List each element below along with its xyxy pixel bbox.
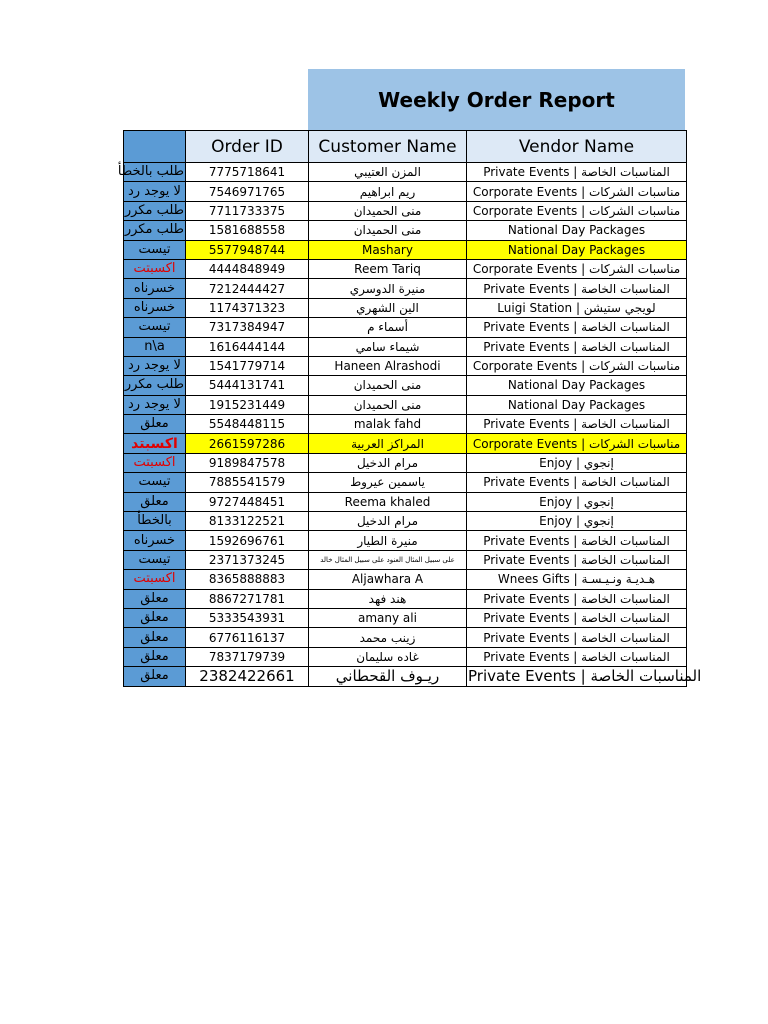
vendor-name-cell: Private Events | المناسبات الخاصة — [468, 667, 702, 686]
table-row — [124, 608, 687, 627]
order-id-cell: 6776116137 — [186, 628, 309, 647]
customer-name-cell: ريـوف القحطاني — [309, 667, 467, 686]
customer-name-cell: Reem Tariq — [309, 259, 467, 278]
vendor-name-column-header: Vendor Name — [467, 131, 687, 163]
customer-name-cell: Mashary — [309, 240, 467, 259]
table-row — [124, 337, 687, 356]
status-cell: خسرناه — [124, 298, 186, 317]
order-id-cell: 2371373245 — [186, 550, 309, 569]
status-cell: لا يوجد رد — [124, 182, 186, 201]
table-row — [124, 376, 687, 395]
status-cell: لا يوجد رد — [124, 356, 186, 375]
status-cell: n\a — [124, 337, 186, 356]
order-id-cell: 2382422661 — [186, 667, 309, 686]
status-cell: طلب مكرر — [124, 376, 186, 395]
table-row — [124, 531, 687, 550]
table-row — [124, 318, 687, 337]
customer-name-cell: على سبيل المثال العنود على سبيل المثال خالد — [309, 550, 467, 569]
table-row — [124, 201, 687, 220]
order-id-cell: 9189847578 — [186, 453, 309, 472]
status-cell: معلق — [124, 647, 186, 666]
vendor-name-cell: Private Events | المناسبات الخاصة — [467, 608, 687, 627]
customer-name-cell: شيماء سامي — [309, 337, 467, 356]
order-id-cell: 7212444427 — [186, 279, 309, 298]
vendor-name-cell: Enjoy | إنجوي — [467, 512, 687, 531]
status-cell: تيست — [124, 318, 186, 337]
order-id-cell: 8365888883 — [186, 570, 309, 589]
customer-name-cell: غاده سليمان — [309, 647, 467, 666]
vendor-name-cell: National Day Packages — [467, 395, 687, 414]
order-id-cell: 7546971765 — [186, 182, 309, 201]
table-row — [124, 356, 687, 375]
vendor-name-cell: Private Events | المناسبات الخاصة — [467, 163, 687, 182]
order-id-cell: 7885541579 — [186, 473, 309, 492]
status-cell: طلب بالخطأ — [124, 163, 186, 182]
vendor-name-cell: Luigi Station | لويجي ستيشن — [467, 298, 687, 317]
status-cell: خسرناه — [124, 531, 186, 550]
order-id-cell: 2661597286 — [186, 434, 309, 453]
customer-name-cell: المزن العتيبي — [309, 163, 467, 182]
table-row — [124, 163, 687, 182]
status-cell: لا يوجد رد — [124, 395, 186, 414]
order-id-cell: 1581688558 — [186, 221, 309, 240]
customer-name-cell: أسماء م — [309, 318, 467, 337]
vendor-name-cell: Private Events | المناسبات الخاصة — [467, 550, 687, 569]
table-row — [124, 628, 687, 647]
customer-name-cell: منى الحميدان — [309, 376, 467, 395]
table-row — [124, 279, 687, 298]
table-row — [124, 415, 687, 434]
status-cell: معلق — [124, 608, 186, 627]
vendor-name-cell: Private Events | المناسبات الخاصة — [467, 279, 687, 298]
vendor-name-cell: Wnees Gifts | هـديـة ونـيـسـة — [467, 570, 687, 589]
status-column-header — [124, 131, 186, 163]
order-id-cell: 5577948744 — [186, 240, 309, 259]
table-row — [124, 492, 687, 511]
customer-name-cell: منى الحميدان — [309, 201, 467, 220]
status-cell: معلق — [124, 667, 186, 686]
vendor-name-cell: Corporate Events | مناسبات الشركات — [467, 201, 687, 220]
vendor-name-cell: Private Events | المناسبات الخاصة — [467, 647, 687, 666]
order-id-cell: 7317384947 — [186, 318, 309, 337]
table-row — [124, 434, 687, 453]
vendor-name-cell: Corporate Events | مناسبات الشركات — [467, 434, 687, 453]
vendor-name-cell: Private Events | المناسبات الخاصة — [467, 589, 687, 608]
status-cell: اكسبتت — [124, 259, 186, 278]
customer-name-cell: هند فهد — [309, 589, 467, 608]
customer-name-cell: amany ali — [309, 608, 467, 627]
table-body — [117, 163, 702, 687]
customer-name-column-header: Customer Name — [309, 131, 467, 163]
customer-name-cell: Aljawhara A — [309, 570, 467, 589]
status-cell: طلب مكرر — [124, 201, 186, 220]
order-id-cell: 1616444144 — [186, 337, 309, 356]
status-cell: معلق — [124, 628, 186, 647]
customer-name-cell: منيرة الطيار — [309, 531, 467, 550]
customer-name-cell: منى الحميدان — [309, 221, 467, 240]
table-row — [124, 298, 687, 317]
customer-name-cell: الين الشهري — [309, 298, 467, 317]
table-row — [124, 512, 687, 531]
table-row — [124, 473, 687, 492]
status-cell: تيست — [124, 473, 186, 492]
table-row — [124, 550, 687, 569]
order-id-cell: 5333543931 — [186, 608, 309, 627]
vendor-name-cell: Private Events | المناسبات الخاصة — [467, 318, 687, 337]
customer-name-cell: المراكز العربية — [309, 434, 467, 453]
order-id-column-header: Order ID — [186, 131, 309, 163]
vendor-name-cell: Enjoy | إنجوي — [467, 492, 687, 511]
vendor-name-cell: National Day Packages — [467, 221, 687, 240]
vendor-name-cell: Enjoy | إنجوي — [467, 453, 687, 472]
customer-name-cell: ريم ابراهيم — [309, 182, 467, 201]
vendor-name-cell: Private Events | المناسبات الخاصة — [467, 628, 687, 647]
table-row — [124, 570, 687, 589]
table-row — [124, 667, 687, 686]
vendor-name-cell: Corporate Events | مناسبات الشركات — [467, 259, 687, 278]
table-header-row — [124, 131, 687, 163]
status-cell: اكسبتد — [124, 434, 186, 453]
vendor-name-cell: Corporate Events | مناسبات الشركات — [467, 182, 687, 201]
table-row — [124, 221, 687, 240]
vendor-name-cell: National Day Packages — [467, 376, 687, 395]
order-id-cell: 1592696761 — [186, 531, 309, 550]
status-cell: معلق — [124, 415, 186, 434]
customer-name-cell: مرام الدخيل — [309, 512, 467, 531]
table-row — [124, 259, 687, 278]
order-id-cell: 1915231449 — [186, 395, 309, 414]
status-cell: تيست — [124, 550, 186, 569]
table-row — [124, 453, 687, 472]
report-title: Weekly Order Report — [378, 87, 615, 112]
customer-name-cell: ياسمين عيروط — [309, 473, 467, 492]
status-cell: بالخطأ — [124, 512, 186, 531]
order-id-cell: 1541779714 — [186, 356, 309, 375]
status-cell: خسرناه — [124, 279, 186, 298]
vendor-name-cell: Private Events | المناسبات الخاصة — [467, 415, 687, 434]
vendor-name-cell: Private Events | المناسبات الخاصة — [467, 473, 687, 492]
table-row — [124, 647, 687, 666]
order-id-cell: 8867271781 — [186, 589, 309, 608]
order-id-cell: 4444848949 — [186, 259, 309, 278]
status-cell: طلب مكرر — [124, 221, 186, 240]
vendor-name-cell: Private Events | المناسبات الخاصة — [467, 531, 687, 550]
order-id-cell: 7775718641 — [186, 163, 309, 182]
customer-name-cell: منى الحميدان — [309, 395, 467, 414]
customer-name-cell: منيرة الدوسري — [309, 279, 467, 298]
status-cell: تيست — [124, 240, 186, 259]
table-row — [124, 182, 687, 201]
table-row — [124, 395, 687, 414]
customer-name-cell: Reema khaled — [309, 492, 467, 511]
vendor-name-cell: Corporate Events | مناسبات الشركات — [467, 356, 687, 375]
customer-name-cell: malak fahd — [309, 415, 467, 434]
order-id-cell: 7711733375 — [186, 201, 309, 220]
customer-name-cell: زينب محمد — [309, 628, 467, 647]
status-cell: اكسبتت — [124, 453, 186, 472]
order-id-cell: 5548448115 — [186, 415, 309, 434]
status-cell: معلق — [124, 589, 186, 608]
status-cell: معلق — [124, 492, 186, 511]
order-id-cell: 9727448451 — [186, 492, 309, 511]
customer-name-cell: Haneen Alrashodi — [309, 356, 467, 375]
order-id-cell: 7837179739 — [186, 647, 309, 666]
order-id-cell: 1174371323 — [186, 298, 309, 317]
order-id-cell: 8133122521 — [186, 512, 309, 531]
status-cell: اكسبتت — [124, 570, 186, 589]
customer-name-cell: مرام الدخيل — [309, 453, 467, 472]
vendor-name-cell: National Day Packages — [467, 240, 687, 259]
report-title-banner — [308, 69, 685, 130]
order-id-cell: 5444131741 — [186, 376, 309, 395]
table-row — [124, 240, 687, 259]
table-row — [124, 589, 687, 608]
vendor-name-cell: Private Events | المناسبات الخاصة — [467, 337, 687, 356]
order-report-table — [117, 130, 702, 687]
